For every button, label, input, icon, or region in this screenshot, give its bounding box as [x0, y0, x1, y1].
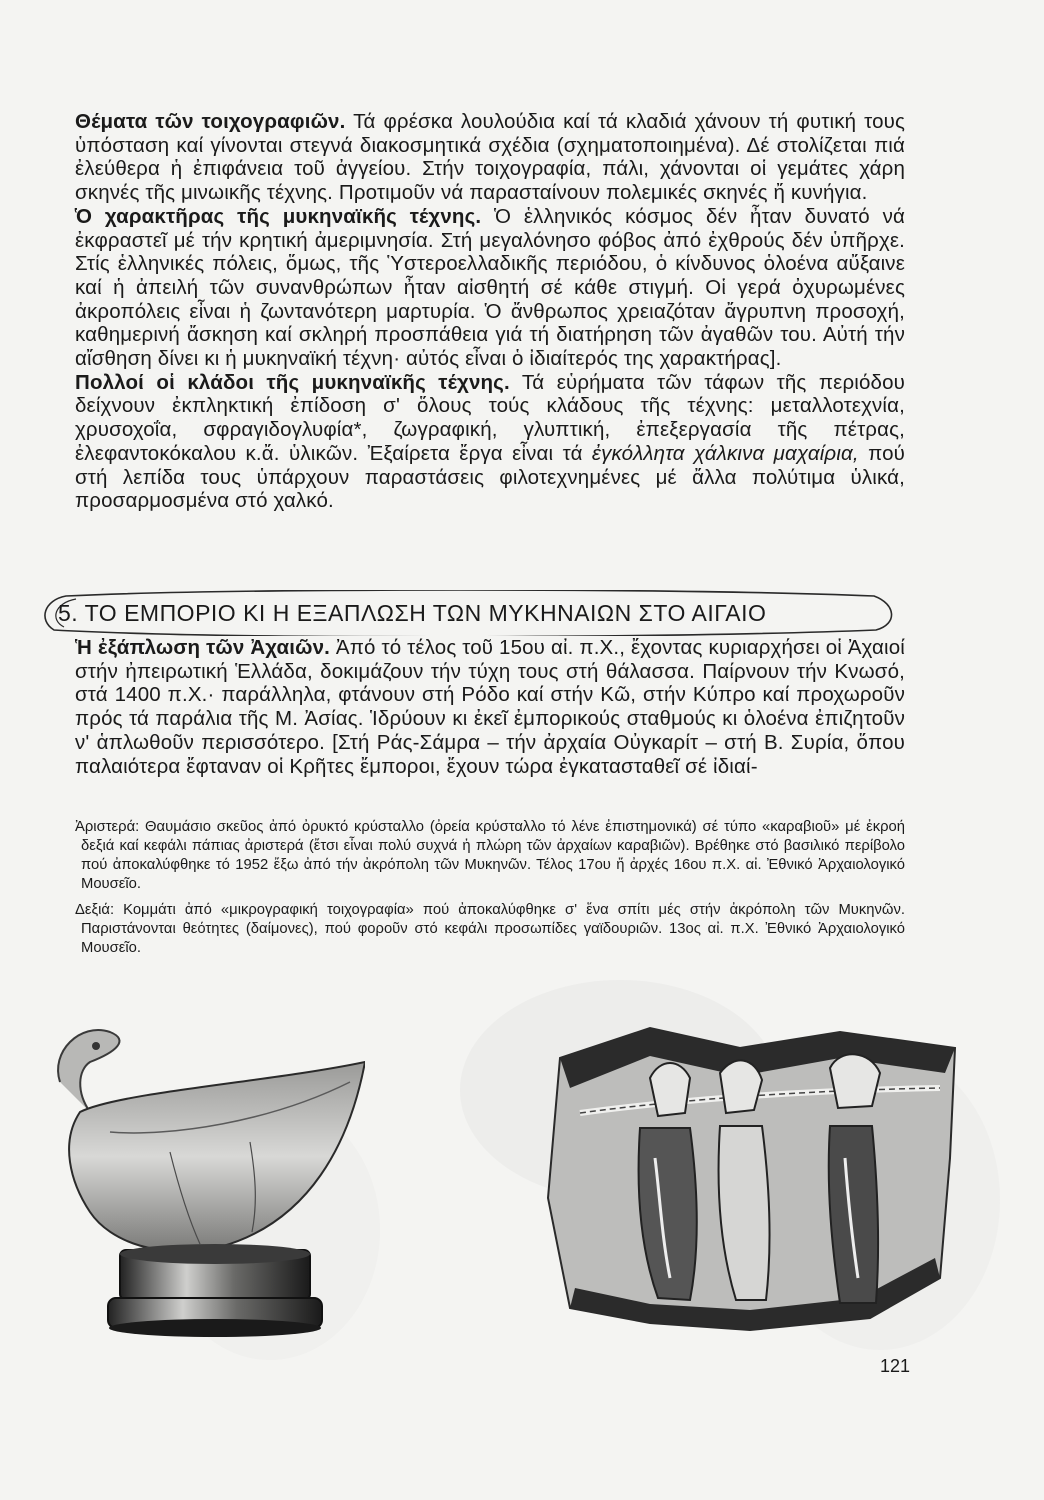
paragraph-fresco-themes [75, 110, 905, 205]
crystal-duck-bowl-photo [20, 1022, 365, 1358]
caption-left: Ἀριστερά: Θαυμάσιο σκεῦος ἀπό ὀρυκτό κρύσταλλο (ὀρεία κρύσταλλο τό λένε ἐπιστημονικά) σέ τύπο «καραβιοῦ» μέ ἐκροή δεξιά καί κεφάλι πάπιας ἀριστερά (ἔτσι εἶναι πολύ συχνά ἡ πλώρη τῶν ἀρχαίων καραβιῶν). Βρέθηκε στό βασιλικό περίβολο πού ἀποκαλύφθηκε τό 1952 ἔξω ἀπό τήν ἀκρόπολη τῶν Μυκηνῶν. Τέλος 17ου ἤ ἀρχές 16ου π.Χ. αἰ. Ἐθνικό Ἀρχαιολογικό Μουσεῖο. [75, 819, 905, 892]
fresco-fragment-photo [540, 1018, 965, 1336]
figure-captions [75, 818, 905, 965]
paragraph-body: Ἀπό τό τέλος τοῦ 15ου αἰ. π.Χ., ἔχοντας κυριαρχήσει οἱ Ἀχαιοί στήν ἠπειρωτική Ἑλλάδα, δοκιμάζουν τήν τύχη τους στή θάλασσα. Παίρνουν τήν Κνωσό, στά 1400 π.Χ.· παράλληλα, φτάνουν στή Ρόδο καί στήν Κῶ, στήν Κύπρο καί προχωροῦν πρός τά παράλια τῆς Μ. Ἀσίας. Ἱδρύουν κι ἐκεῖ ἐμπορικούς σταθμούς κι ὁλοένα ἐπιζητοῦν ν' ἁπλωθοῦν περισσότερο. [Στή Ράς-Σάμρα – τήν ἀρχαία Οὐγκαρίτ – στή Β. Συρία, ὅπου παλαιότερα ἔφταναν οἱ Κρῆτες ἔμποροι, ἔχουν τώρα ἐγκατασταθεῖ σέ ἰδιαί- [75, 636, 905, 778]
section-heading [36, 590, 896, 636]
caption-right: Δεξιά: Κομμάτι ἀπό «μικρογραφική τοιχογραφία» πού ἀποκαλύφθηκε σ' ἕνα σπίτι μές στήν ἀκρόπολη τῶν Μυκηνῶν. Παριστάνονται θεότητες (δαίμονες), πού φοροῦν στό κεφάλι προσωπίδες γαϊδουριῶν. 13ος αἰ. π.Χ. Ἐθνικό Ἀρχαιολογικό Μουσεῖο. [75, 902, 905, 956]
paragraph-lead: Θέματα τῶν τοιχογραφιῶν. [75, 110, 346, 133]
page-number: 121 [879, 1356, 910, 1376]
paragraph-lead: Ὁ χαρακτῆρας τῆς μυκηναϊκῆς τέχνης. [75, 204, 482, 228]
paragraph-achaean-expansion [75, 636, 905, 778]
paragraph-tail: πού στή λεπίδα τους ὑπάρχουν παραστάσεις φιλοτεχνημένες μέ ἄλλα πολύτιμα ὑλικά, προσαρμοσμένα στό χαλκό. [75, 441, 905, 513]
paragraph-mycenaean-character [75, 205, 905, 371]
paragraph-body: Τά φρέσκα λουλούδια καί τά κλαδιά χάνουν τή φυτική τους ὑπόσταση καί γίνονται στεγνά διακοσμητικά σχέδια (σχηματοποιημένα). Δέ στολίζεται πιά ἐλεύθερα ἡ ἐπιφάνεια τοῦ ἀγγείου. Στήν τοιχογραφία, πάλι, χάνονται οἱ γεμάτες χάρη σκηνές τῆς μινωικῆς τέχνης. Προτιμοῦν νά παρασταίνουν πολεμικές σκηνές ἤ κυνήγια. [75, 110, 906, 205]
paragraph-body: Τά εὑρήματα τῶν τάφων τῆς περιόδου δείχνουν ἐκπληκτική ἐπίδοση σ' ὅλους τούς κλάδους τῆς τέχνης: μεταλλοτεχνία, χρυσοχοΐα, σφραγιδογλυφία*, ζωγραφική, γλυπτική, ἐπεξεργασία τῆς πέτρας, ἐλεφαντοκόκαλου κ.ἄ. ὑλικῶν. Ἐξαίρετα ἔργα εἶναι τά [75, 370, 905, 465]
main-text [75, 110, 905, 513]
paragraph-body: Ὁ ἑλληνικός κόσμος δέν ἦταν δυνατό νά ἐκφραστεῖ μέ τήν κρητική ἀμεριμνησία. Στή μεγαλόνησο φόβος ἀπό ἐχθρούς δέν ὑπῆρχε. Στίς ἑλληνικές πόλεις, ὅμως, τῆς Ὑστεροελλαδικῆς περιόδου, ὁ κίνδυνος ὁλοένα αὔξαινε καί ἡ ἀπειλή τῶν συνανθρώπων ἦταν αἰσθητή σέ κάθε στιγμή. Οἱ γερά ὀχυρωμένες ἀκροπόλεις εἶναι ἡ ζωντανότερη μαρτυρία. Ὁ ἄνθρωπος χρειαζόταν ἄγρυπνη προσοχή, καθημερινή ἄσκηση καί σκληρή προσπάθεια γιά τή διατήρηση τῶν ἀγαθῶν του. Αὐτή τήν αἴσθηση δίνει κι ἡ μυκηναϊκή τέχνη· αὐτός εἶναι ὁ ἰδιαίτερός της χαρακτήρας]. [75, 204, 905, 371]
paragraph-art-branches [75, 371, 905, 513]
section-heading-title: 5. ΤΟ ΕΜΠΟΡΙΟ ΚΙ Η ΕΞΑΠΛΩΣΗ ΤΩΝ ΜΥΚΗΝΑΙΩΝ ΣΤΟ ΑΙΓΑΙΟ [58, 600, 767, 626]
paragraph-lead: Ἡ ἐξάπλωση τῶν Ἀχαιῶν. [75, 636, 330, 659]
paragraph-italic: ἐγκόλλητα χάλκινα μαχαίρια, [591, 441, 859, 465]
section-text [75, 636, 905, 778]
paragraph-lead: Πολλοί οἱ κλάδοι τῆς μυκηναϊκῆς τέχνης. [75, 370, 510, 394]
